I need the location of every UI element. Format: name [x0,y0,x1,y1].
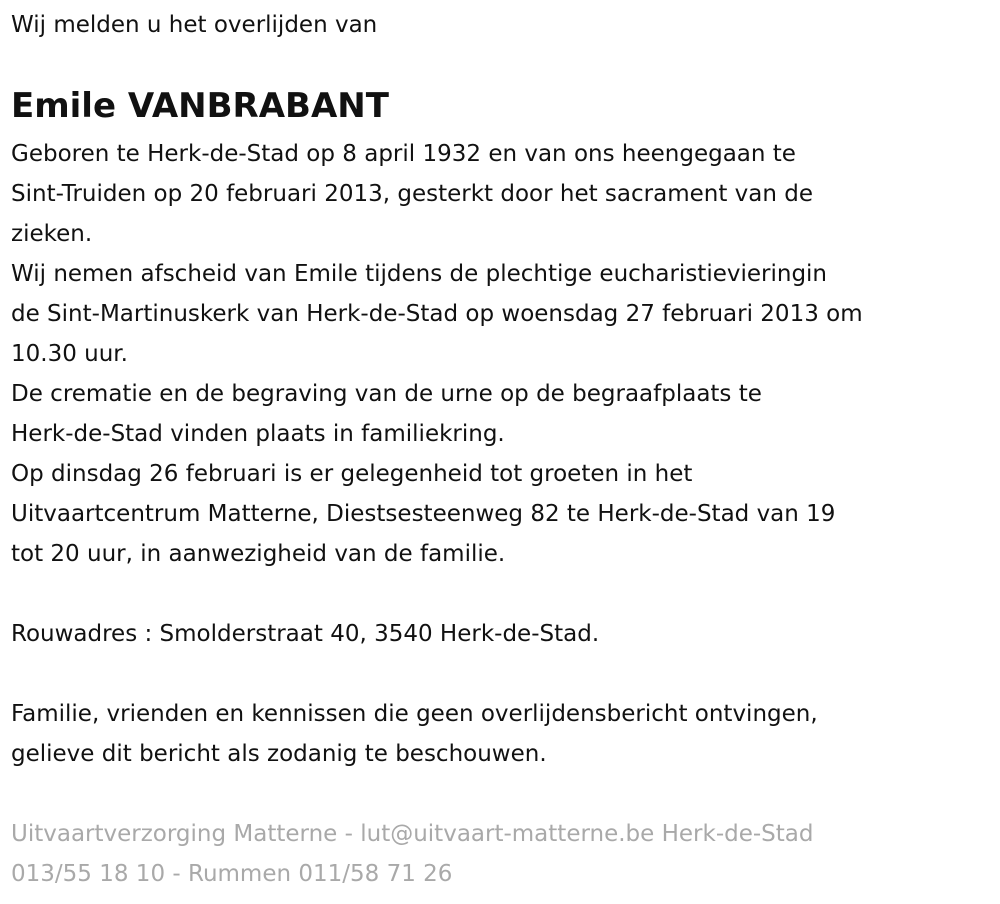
body-line: Uitvaartcentrum Matterne, Diestsesteenweg 82 te Herk-de-Stad van 19 [11,501,836,527]
body-line: zieken. [11,221,93,247]
body-line: tot 20 uur, in aanwezigheid van de familie. [11,541,506,567]
spacer [11,574,993,614]
body-line: Geboren te Herk-de-Stad op 8 april 1932 en van ons heengegaan te [11,141,796,167]
body-line: Op dinsdag 26 februari is er gelegenheid tot groeten in het [11,461,693,487]
body-line: de Sint-Martinuskerk van Herk-de-Stad op woensdag 27 februari 2013 om [11,301,863,327]
deceased-name: Emile VANBRABANT [11,86,389,126]
footer-line: Uitvaartverzorging Matterne - lut@uitvaart-matterne.be Herk-de-Stad [11,821,814,847]
body-line: Herk-de-Stad vinden plaats in familiekring. [11,421,505,447]
body-line: 10.30 uur. [11,341,128,367]
body-line: De crematie en de begraving van de urne op de begraafplaats te [11,381,762,407]
intro-text: Wij melden u het overlijden van [11,12,378,38]
closing-line: gelieve dit bericht als zodanig te beschouwen. [11,741,547,767]
notice-body [11,134,993,774]
funeral-home-footer [11,814,814,894]
closing-line: Familie, vrienden en kennissen die geen overlijdensbericht ontvingen, [11,701,818,727]
body-line: Sint-Truiden op 20 februari 2013, gesterkt door het sacrament van de [11,181,814,207]
spacer [11,654,993,694]
mourning-address: Rouwadres : Smolderstraat 40, 3540 Herk-de-Stad. [11,621,600,647]
body-line: Wij nemen afscheid van Emile tijdens de plechtige eucharistievieringin [11,261,828,287]
footer-line: 013/55 18 10 - Rummen 011/58 71 26 [11,861,453,887]
